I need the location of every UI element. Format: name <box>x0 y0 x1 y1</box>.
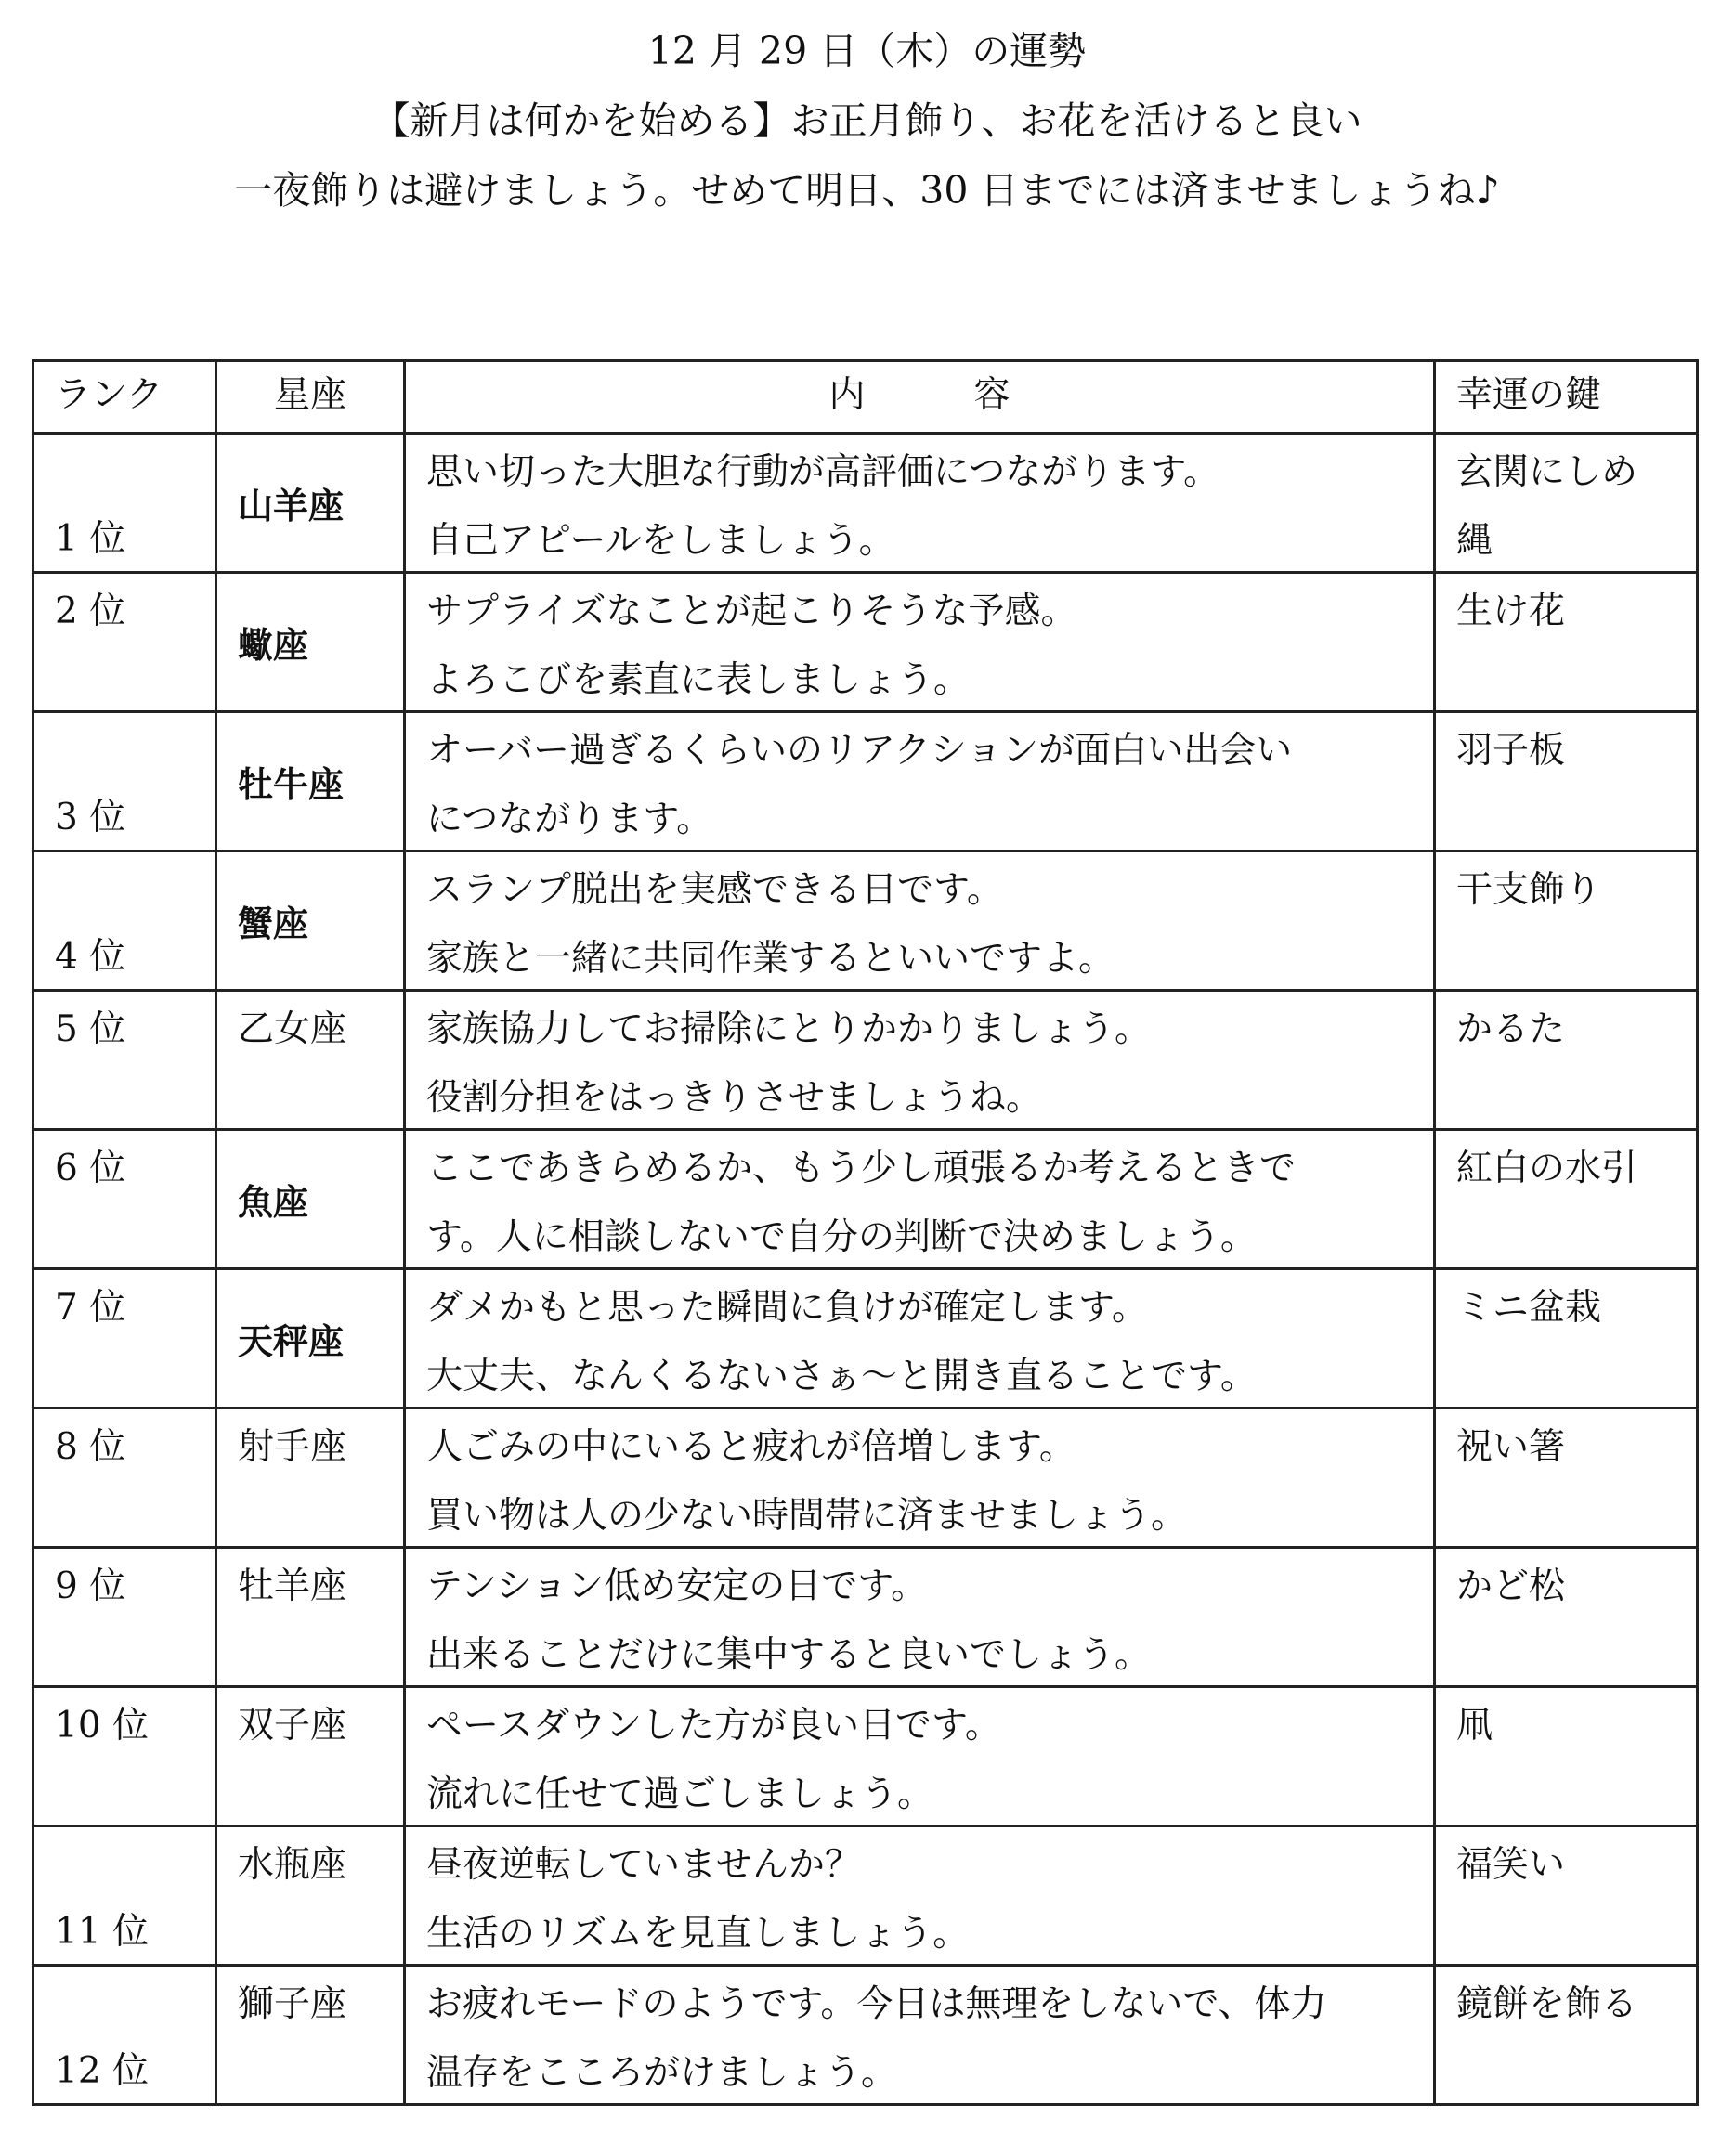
lucky-key-cell <box>1435 434 1698 573</box>
fortune-content <box>426 1274 1426 1411</box>
fortune-content-cell <box>405 1130 1435 1269</box>
fortune-content-line: サプライズなことが起こりそうな予感。 <box>426 591 1077 632</box>
zodiac-sign-label: 魚座 <box>238 1182 309 1223</box>
lucky-key <box>1456 1831 1688 1900</box>
zodiac-sign-label: 乙女座 <box>238 1008 347 1050</box>
rank-label: 9 位 <box>55 1565 126 1607</box>
rank-label: 11 位 <box>55 1911 150 1953</box>
lucky-key-cell <box>1435 1548 1698 1687</box>
fortune-content-line: につながります。 <box>426 799 713 840</box>
lucky-key-line: 鏡餅を飾る <box>1456 1983 1638 2025</box>
lucky-key <box>1456 1692 1688 1760</box>
zodiac-sign-label: 水瓶座 <box>238 1844 347 1886</box>
table-header-row <box>33 361 1698 434</box>
fortune-content <box>426 856 1426 994</box>
fortune-content <box>426 1692 1426 1829</box>
column-header-sign: 星座 <box>216 361 405 434</box>
table-row <box>33 1409 1698 1548</box>
fortune-content-line: スランプ脱出を実感できる日です。 <box>426 869 1003 911</box>
fortune-content-cell <box>405 712 1435 851</box>
table-row <box>33 1966 1698 2105</box>
fortune-content <box>426 1135 1426 1272</box>
zodiac-sign-cell <box>216 1409 405 1548</box>
lucky-key-cell <box>1435 712 1698 851</box>
lucky-key-line: かるた <box>1456 1008 1566 1050</box>
rank-label: 1 位 <box>55 518 126 560</box>
table-row <box>33 1548 1698 1687</box>
table-row <box>33 434 1698 573</box>
fortune-content-cell <box>405 991 1435 1130</box>
column-header-lucky-key: 幸運の鍵 <box>1435 361 1698 434</box>
rank-label: 4 位 <box>55 936 126 978</box>
fortune-content <box>426 1552 1426 1690</box>
lucky-key-cell <box>1435 1409 1698 1548</box>
fortune-content-line: す。人に相談しないで自分の判断で決めましょう。 <box>426 1216 1257 1258</box>
lucky-key-line: ミニ盆栽 <box>1456 1287 1602 1329</box>
rank-cell <box>33 1409 216 1548</box>
lucky-key-cell <box>1435 573 1698 712</box>
fortune-content-line: 生活のリズムを見直しましょう。 <box>426 1913 970 1955</box>
fortune-content <box>426 1970 1426 2108</box>
lucky-key <box>1456 1552 1688 1621</box>
zodiac-sign-label: 蠍座 <box>238 625 309 666</box>
fortune-ranking-table <box>32 359 1699 2106</box>
rank-cell <box>33 1269 216 1409</box>
fortune-content-line: 出来ることだけに集中すると良いでしょう。 <box>426 1634 1152 1676</box>
lucky-key-line: 祝い箸 <box>1456 1426 1566 1468</box>
fortune-content-line: 温存をこころがけましょう。 <box>426 2052 898 2094</box>
table-row <box>33 1269 1698 1409</box>
fortune-content-line: テンション低め安定の日です。 <box>426 1565 928 1607</box>
fortune-content <box>426 1831 1426 1968</box>
lucky-key <box>1456 995 1688 1064</box>
table-row <box>33 991 1698 1130</box>
rank-cell <box>33 991 216 1130</box>
rank-label: 5 位 <box>55 1008 126 1050</box>
lucky-key <box>1456 856 1688 925</box>
zodiac-sign-cell <box>216 991 405 1130</box>
fortune-content <box>426 717 1426 854</box>
rank-cell <box>33 1687 216 1826</box>
fortune-content-cell <box>405 1269 1435 1409</box>
zodiac-sign-label: 獅子座 <box>238 1983 347 2025</box>
fortune-content <box>426 1413 1426 1551</box>
page-header <box>0 17 1734 226</box>
fortune-content-line: ダメかもと思った瞬間に負けが確定します。 <box>426 1287 1148 1329</box>
zodiac-sign-cell <box>216 573 405 712</box>
lucky-key-line: 生け花 <box>1456 591 1566 632</box>
fortune-content-line: 家族と一緒に共同作業するといいですよ。 <box>426 938 1115 980</box>
fortune-content-line: 流れに任せて過ごしましょう。 <box>426 1773 934 1815</box>
fortune-content-line: 人ごみの中にいると疲れが倍増します。 <box>426 1426 1076 1468</box>
lucky-key-line: かど松 <box>1456 1565 1566 1607</box>
rank-label: 8 位 <box>55 1426 126 1468</box>
lucky-key-cell <box>1435 1687 1698 1826</box>
lucky-key-cell <box>1435 851 1698 991</box>
zodiac-sign-cell <box>216 851 405 991</box>
fortune-content-cell <box>405 1687 1435 1826</box>
lucky-key <box>1456 1274 1688 1343</box>
fortune-content-line: 家族協力してお掃除にとりかかりましょう。 <box>426 1008 1152 1050</box>
fortune-content-line: オーバー過ぎるくらいのリアクションが面白い出会い <box>426 730 1293 772</box>
lucky-key <box>1456 717 1688 786</box>
lucky-key-line: 縄 <box>1456 520 1493 562</box>
zodiac-sign-cell <box>216 712 405 851</box>
zodiac-sign-label: 天秤座 <box>238 1321 345 1362</box>
zodiac-sign-cell <box>216 1130 405 1269</box>
fortune-content-line: よろこびを素直に表しましょう。 <box>426 659 971 701</box>
fortune-content <box>426 995 1426 1133</box>
fortune-content-line: 大丈夫、なんくるないさぁ～と開き直ることです。 <box>426 1356 1257 1397</box>
fortune-content-line: 自己アピールをしましょう。 <box>426 520 895 562</box>
lucky-key-cell <box>1435 1826 1698 1966</box>
zodiac-sign-cell <box>216 1966 405 2105</box>
fortune-content-cell <box>405 434 1435 573</box>
lucky-key <box>1456 1413 1688 1482</box>
header-theme: 【新月は何かを始める】お正月飾り、お花を活けると良い <box>372 98 1362 143</box>
lucky-key-line: 羽子板 <box>1456 730 1566 772</box>
zodiac-sign-cell <box>216 1687 405 1826</box>
zodiac-sign-label: 射手座 <box>238 1426 347 1468</box>
zodiac-sign-label: 牡牛座 <box>238 764 345 805</box>
table-row <box>33 712 1698 851</box>
lucky-key-line: 凧 <box>1456 1705 1493 1747</box>
table-row <box>33 1826 1698 1966</box>
fortune-content-line: 昼夜逆転していませんか？ <box>426 1844 862 1886</box>
lucky-key <box>1456 578 1688 646</box>
zodiac-sign-label: 双子座 <box>238 1705 347 1747</box>
lucky-key-line: 紅白の水引 <box>1456 1148 1638 1189</box>
rank-cell <box>33 712 216 851</box>
lucky-key-line: 玄関にしめ <box>1456 451 1638 493</box>
fortune-content-line: 役割分担をはっきりさせましょうね。 <box>426 1077 1043 1119</box>
lucky-key-line: 干支飾り <box>1456 869 1602 911</box>
table-row <box>33 573 1698 712</box>
zodiac-sign-cell <box>216 1269 405 1409</box>
fortune-content-cell <box>405 1966 1435 2105</box>
fortune-content-cell <box>405 1409 1435 1548</box>
zodiac-sign-cell <box>216 1548 405 1687</box>
rank-cell <box>33 434 216 573</box>
zodiac-sign-cell <box>216 1826 405 1966</box>
fortune-content-line: ペースダウンした方が良い日です。 <box>426 1705 1001 1747</box>
lucky-key-cell <box>1435 1130 1698 1269</box>
fortune-content-line: 買い物は人の少ない時間帯に済ませましょう。 <box>426 1495 1188 1537</box>
fortune-content-cell <box>405 573 1435 712</box>
rank-cell <box>33 1826 216 1966</box>
table-row <box>33 1687 1698 1826</box>
fortune-content-line: ここであきらめるか、もう少し頑張るか考えるときで <box>426 1148 1297 1189</box>
table-row <box>33 851 1698 991</box>
zodiac-sign-label: 山羊座 <box>238 486 345 526</box>
zodiac-sign-label: 牡羊座 <box>238 1565 347 1607</box>
column-header-rank: ランク <box>33 361 216 434</box>
rank-label: 7 位 <box>55 1287 126 1329</box>
fortune-content <box>426 578 1426 715</box>
rank-cell <box>33 851 216 991</box>
fortune-content-line: お疲れモードのようです。今日は無理をしないで、体力 <box>426 1983 1327 2025</box>
rank-cell <box>33 1966 216 2105</box>
lucky-key <box>1456 438 1688 576</box>
column-header-content: 内 容 <box>405 361 1435 434</box>
lucky-key-cell <box>1435 1966 1698 2105</box>
rank-label: 6 位 <box>55 1148 126 1189</box>
lucky-key-cell <box>1435 991 1698 1130</box>
rank-label: 10 位 <box>55 1705 150 1747</box>
lucky-key <box>1456 1970 1688 2039</box>
fortune-content <box>426 438 1426 576</box>
fortune-content-cell <box>405 1548 1435 1687</box>
lucky-key-cell <box>1435 1269 1698 1409</box>
rank-cell <box>33 1548 216 1687</box>
lucky-key <box>1456 1135 1688 1203</box>
rank-cell <box>33 1130 216 1269</box>
lucky-key-line: 福笑い <box>1456 1844 1566 1886</box>
table-row <box>33 1130 1698 1269</box>
rank-label: 2 位 <box>55 591 126 632</box>
rank-label: 3 位 <box>55 797 126 838</box>
header-date-title: 12 月 29 日（木）の運勢 <box>647 29 1087 73</box>
header-note: 一夜飾りは避けましょう。せめて明日、30 日までには済ませましょうね♪ <box>234 168 1500 213</box>
zodiac-sign-cell <box>216 434 405 573</box>
rank-label: 12 位 <box>55 2050 150 2092</box>
zodiac-sign-label: 蟹座 <box>238 903 309 944</box>
rank-cell <box>33 573 216 712</box>
fortune-content-cell <box>405 851 1435 991</box>
fortune-content-cell <box>405 1826 1435 1966</box>
fortune-content-line: 思い切った大胆な行動が高評価につながります。 <box>426 451 1220 493</box>
